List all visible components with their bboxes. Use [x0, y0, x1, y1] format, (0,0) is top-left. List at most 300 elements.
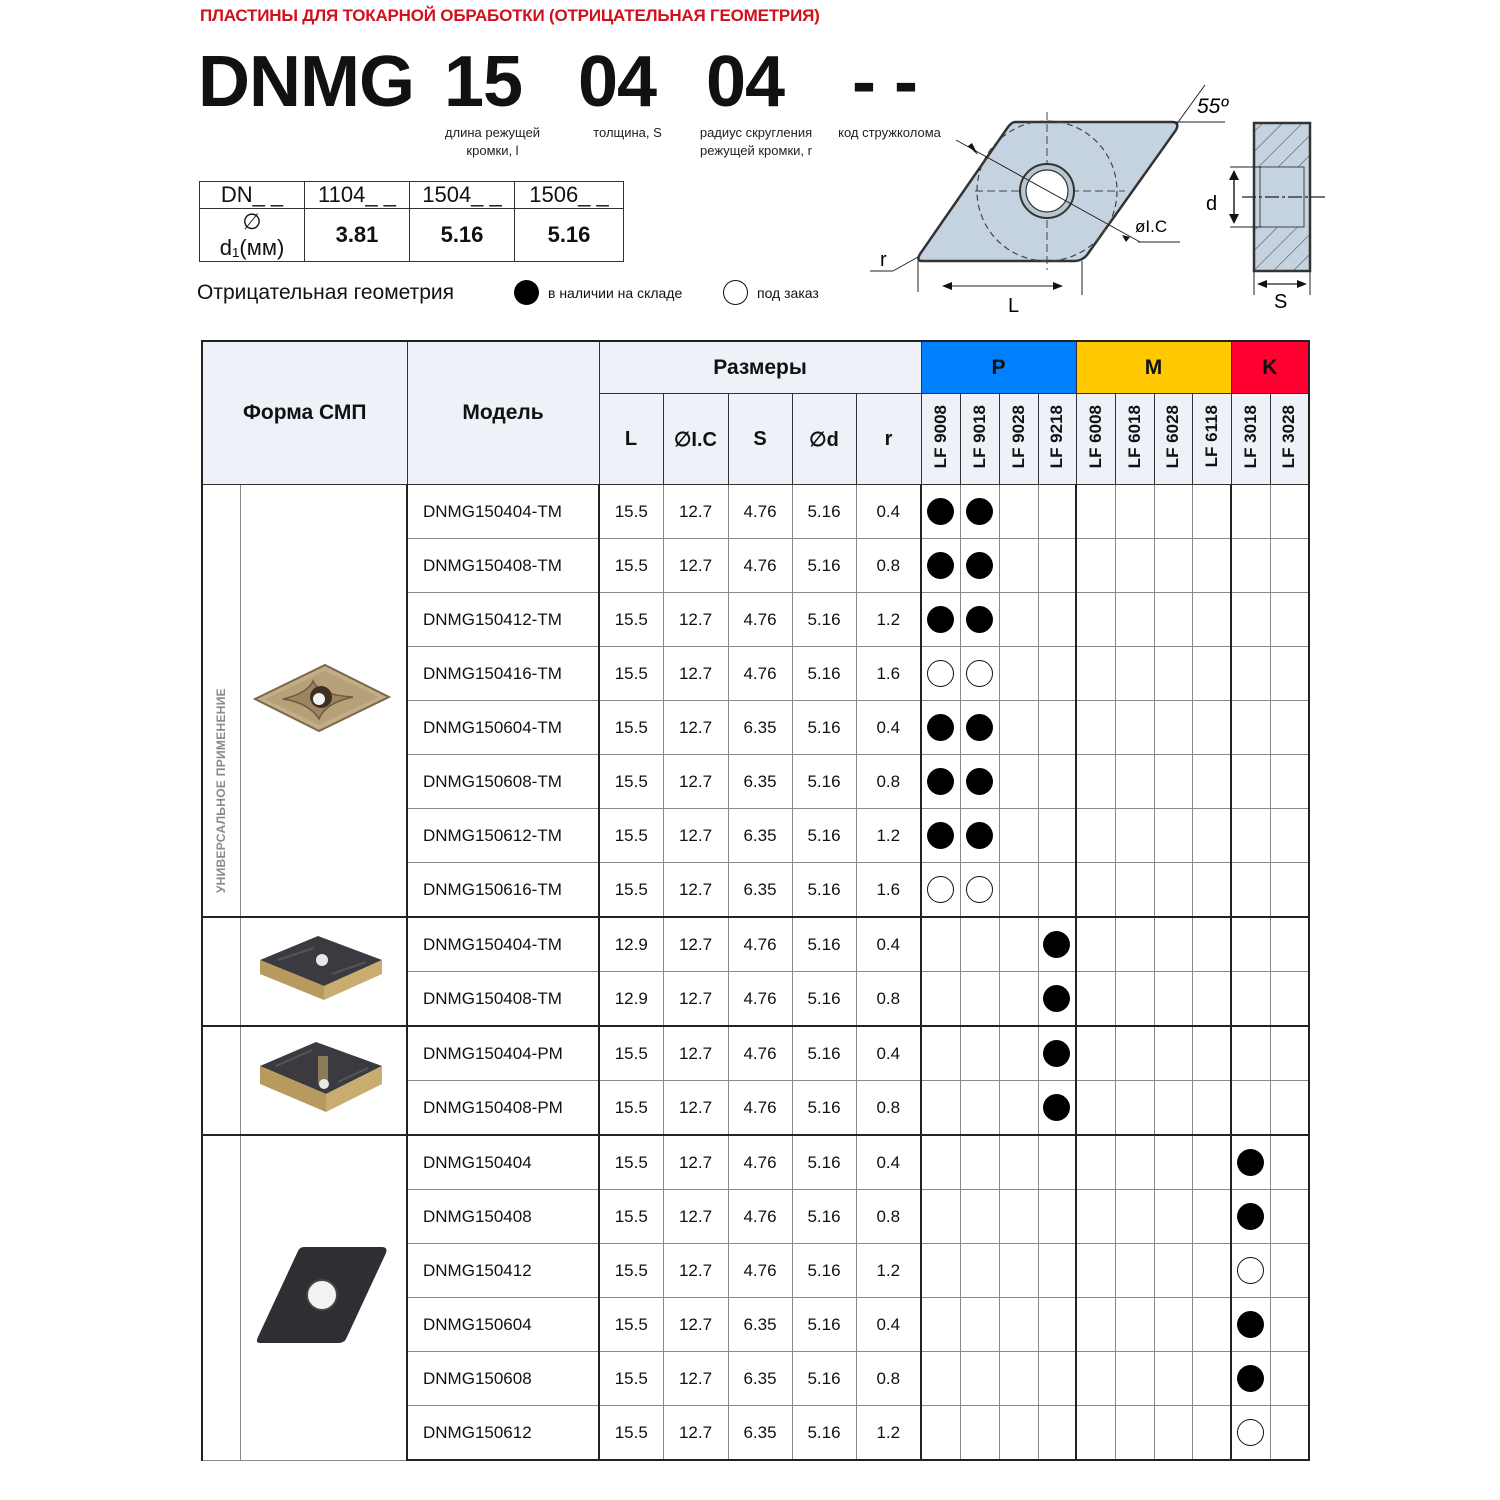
grade-header	[1192, 394, 1231, 485]
availability-cell	[999, 1135, 1038, 1190]
section-side-label-cell	[202, 485, 240, 918]
in-stock-dot-icon	[1237, 1365, 1264, 1392]
availability-cell	[1231, 917, 1270, 972]
availability-cell	[1192, 701, 1231, 755]
d1-header-cell: 1104_ _	[305, 182, 410, 209]
availability-cell	[1076, 485, 1115, 539]
availability-cell	[1231, 1190, 1270, 1244]
availability-cell	[1154, 1135, 1192, 1190]
availability-cell	[1154, 593, 1192, 647]
availability-cell	[999, 1244, 1038, 1298]
availability-cell	[1076, 593, 1115, 647]
availability-cell	[999, 1352, 1038, 1406]
availability-cell	[1038, 1406, 1076, 1461]
caption-line: кромки, l	[466, 143, 519, 158]
dim-l-cell: 15.5	[599, 1190, 663, 1244]
availability-cell	[1192, 1190, 1231, 1244]
availability-cell	[1270, 539, 1309, 593]
in-stock-dot-icon	[1043, 985, 1070, 1012]
code-length: 15	[444, 42, 523, 122]
in-stock-dot-icon	[966, 768, 993, 795]
availability-cell	[1270, 1026, 1309, 1081]
dim-s-cell: 6.35	[728, 1298, 792, 1352]
availability-cell	[1154, 917, 1192, 972]
availability-cell	[1270, 647, 1309, 701]
table-body	[202, 485, 1309, 1461]
availability-cell	[1038, 1135, 1076, 1190]
availability-cell	[1115, 539, 1154, 593]
dim-l-cell: 15.5	[599, 863, 663, 918]
dim-r-cell: 0.8	[856, 1352, 921, 1406]
availability-cell	[921, 1298, 960, 1352]
availability-cell	[1076, 917, 1115, 972]
in-stock-dot-icon	[927, 498, 954, 525]
availability-cell	[1270, 1244, 1309, 1298]
in-stock-dot-icon	[966, 498, 993, 525]
availability-cell	[1038, 1081, 1076, 1136]
availability-cell	[1270, 1406, 1309, 1461]
availability-cell	[1154, 972, 1192, 1027]
availability-cell	[1115, 1406, 1154, 1461]
availability-cell	[999, 863, 1038, 918]
insert-black-plain-image	[241, 1245, 407, 1350]
availability-cell	[1115, 593, 1154, 647]
availability-cell	[921, 539, 960, 593]
availability-cell	[1038, 1298, 1076, 1352]
dim-l-cell: 15.5	[599, 1081, 663, 1136]
in-stock-dot-icon	[966, 606, 993, 633]
availability-cell	[1192, 1081, 1231, 1136]
availability-cell	[1192, 1135, 1231, 1190]
dim-d-cell: 5.16	[792, 863, 856, 918]
grade-header	[1270, 394, 1309, 485]
availability-cell	[1192, 1298, 1231, 1352]
legend-title: Отрицательная геометрия	[197, 281, 455, 304]
angle-label: 55º	[1197, 95, 1229, 118]
dim-l-cell: 15.5	[599, 647, 663, 701]
availability-cell	[921, 863, 960, 918]
availability-cell	[1270, 1135, 1309, 1190]
dim-r-cell: 0.4	[856, 1298, 921, 1352]
availability-cell	[960, 1135, 999, 1190]
availability-cell	[1192, 809, 1231, 863]
section-side-label-cell	[202, 1026, 240, 1135]
grade-label: LF 6018	[1124, 404, 1144, 469]
dim-d-cell: 5.16	[792, 809, 856, 863]
availability-cell	[999, 1298, 1038, 1352]
availability-cell	[1154, 647, 1192, 701]
availability-cell	[1154, 1406, 1192, 1461]
dim-l-cell: 15.5	[599, 539, 663, 593]
availability-cell	[1192, 539, 1231, 593]
availability-cell	[960, 1026, 999, 1081]
dim-l-cell: 12.9	[599, 917, 663, 972]
in-stock-dot-icon	[1237, 1203, 1264, 1230]
availability-cell	[1038, 863, 1076, 918]
availability-cell	[1038, 539, 1076, 593]
model-cell: DNMG150608	[407, 1352, 599, 1406]
header-shape: Форма СМП	[202, 341, 407, 485]
group-header-m: M	[1076, 341, 1231, 394]
dim-l-cell: 15.5	[599, 1406, 663, 1461]
grade-header	[1115, 394, 1154, 485]
dim-r-cell: 0.8	[856, 755, 921, 809]
availability-cell	[1115, 1244, 1154, 1298]
in-stock-dot-icon	[1237, 1149, 1264, 1176]
dim-ic-cell: 12.7	[663, 485, 728, 539]
availability-cell	[1076, 1406, 1115, 1461]
model-cell: DNMG150404-TM	[407, 917, 599, 972]
model-cell: DNMG150604-TM	[407, 701, 599, 755]
section-side-label-cell	[202, 917, 240, 1026]
insert-image-cell	[240, 1026, 407, 1135]
grade-label: LF 3028	[1279, 404, 1299, 469]
availability-cell	[1154, 1352, 1192, 1406]
grade-label: LF 9008	[930, 404, 950, 469]
availability-cell	[921, 701, 960, 755]
d1-value: 5.16	[410, 209, 515, 262]
in-stock-dot-icon	[514, 280, 539, 305]
in-stock-dot-icon	[927, 768, 954, 795]
dim-r-cell: 0.4	[856, 485, 921, 539]
dim-ic-cell: 12.7	[663, 863, 728, 918]
dim-r-cell: 0.8	[856, 539, 921, 593]
availability-cell	[1231, 1352, 1270, 1406]
insert-dark-tm-image	[241, 934, 407, 1009]
availability-cell	[960, 593, 999, 647]
model-cell: DNMG150408	[407, 1190, 599, 1244]
availability-cell	[1192, 755, 1231, 809]
dim-s-cell: 6.35	[728, 1406, 792, 1461]
availability-cell	[1076, 1298, 1115, 1352]
dim-d-cell: 5.16	[792, 1352, 856, 1406]
availability-cell	[1038, 1190, 1076, 1244]
availability-cell	[1076, 755, 1115, 809]
dim-ic-cell: 12.7	[663, 1298, 728, 1352]
dim-l-cell: 12.9	[599, 972, 663, 1027]
dim-d-cell: 5.16	[792, 972, 856, 1027]
on-order-dot-icon	[927, 876, 954, 903]
availability-cell	[1115, 1352, 1154, 1406]
on-order-dot-icon	[966, 660, 993, 687]
dim-d-cell: 5.16	[792, 1081, 856, 1136]
grade-header	[921, 394, 960, 485]
model-cell: DNMG150612	[407, 1406, 599, 1461]
page-supertitle: ПЛАСТИНЫ ДЛЯ ТОКАРНОЙ ОБРАБОТКИ (ОТРИЦАТЕЛЬНАЯ ГЕОМЕТРИЯ)	[200, 6, 820, 25]
availability-cell	[1270, 1081, 1309, 1136]
availability-cell	[960, 755, 999, 809]
availability-cell	[921, 809, 960, 863]
availability-cell	[1115, 485, 1154, 539]
dim-l-cell: 15.5	[599, 1352, 663, 1406]
availability-cell	[921, 1352, 960, 1406]
availability-cell	[1115, 755, 1154, 809]
availability-cell	[1115, 1190, 1154, 1244]
availability-cell	[1231, 701, 1270, 755]
dim-ic-cell: 12.7	[663, 809, 728, 863]
insert-image-cell	[240, 485, 407, 918]
availability-cell	[1270, 701, 1309, 755]
availability-cell	[1038, 647, 1076, 701]
in-stock-dot-icon	[1043, 1094, 1070, 1121]
availability-cell	[1192, 917, 1231, 972]
availability-cell	[1076, 539, 1115, 593]
dim-l-cell: 15.5	[599, 485, 663, 539]
header-dim-s: S	[728, 394, 792, 485]
grade-header	[1076, 394, 1115, 485]
dim-d-cell: 5.16	[792, 701, 856, 755]
availability-cell	[960, 539, 999, 593]
dim-ic-cell: 12.7	[663, 755, 728, 809]
availability-cell	[1270, 863, 1309, 918]
availability-cell	[1231, 1244, 1270, 1298]
availability-cell	[1076, 1081, 1115, 1136]
availability-cell	[1231, 485, 1270, 539]
legend-on-order: под заказ	[757, 285, 819, 301]
dim-ic-cell: 12.7	[663, 1190, 728, 1244]
header-dim-r: r	[856, 394, 921, 485]
grade-header	[1231, 394, 1270, 485]
availability-cell	[999, 917, 1038, 972]
d1-header-cell: DN_ _	[200, 182, 305, 209]
availability-cell	[1076, 863, 1115, 918]
availability-cell	[1192, 863, 1231, 918]
grade-label: LF 9218	[1047, 404, 1067, 469]
availability-cell	[1154, 1244, 1192, 1298]
availability-cell	[1270, 593, 1309, 647]
code-chipbreaker: - -	[852, 42, 917, 122]
availability-cell	[960, 1244, 999, 1298]
availability-cell	[999, 1190, 1038, 1244]
dim-s-cell: 4.76	[728, 1026, 792, 1081]
availability-cell	[999, 1081, 1038, 1136]
code-thickness: 04	[578, 42, 657, 122]
availability-cell	[1231, 539, 1270, 593]
d1-header-cell: 1506_ _	[515, 182, 624, 209]
availability-cell	[1154, 1081, 1192, 1136]
availability-cell	[921, 1081, 960, 1136]
in-stock-dot-icon	[927, 714, 954, 741]
grade-label: LF 9018	[969, 404, 989, 469]
dim-s-cell: 4.76	[728, 593, 792, 647]
group-header-k: K	[1231, 341, 1309, 394]
availability-cell	[1038, 809, 1076, 863]
in-stock-dot-icon	[1043, 1040, 1070, 1067]
d1-header-cell: 1504_ _	[410, 182, 515, 209]
availability-cell	[1038, 1026, 1076, 1081]
availability-cell	[1038, 917, 1076, 972]
ic-label: øI.C	[1135, 217, 1168, 236]
dim-l-cell: 15.5	[599, 1244, 663, 1298]
dim-s-cell: 4.76	[728, 1190, 792, 1244]
availability-cell	[1270, 972, 1309, 1027]
dim-s-cell: 6.35	[728, 1352, 792, 1406]
header-dim-l: L	[599, 394, 663, 485]
dim-ic-cell: 12.7	[663, 701, 728, 755]
availability-cell	[1154, 755, 1192, 809]
availability-cell	[1038, 972, 1076, 1027]
availability-cell	[1115, 809, 1154, 863]
dim-s-cell: 6.35	[728, 755, 792, 809]
insert-top-view	[870, 85, 1225, 295]
dim-s-cell: 4.76	[728, 647, 792, 701]
grade-label: LF 6118	[1201, 405, 1221, 468]
on-order-dot-icon	[723, 280, 748, 305]
availability-cell	[1154, 809, 1192, 863]
availability-cell	[999, 755, 1038, 809]
availability-cell	[1231, 809, 1270, 863]
availability-cell	[1076, 972, 1115, 1027]
grade-label: LF 6028	[1163, 404, 1183, 469]
availability-cell	[960, 485, 999, 539]
grade-label: LF 9028	[1008, 404, 1028, 469]
dim-d-cell: 5.16	[792, 1026, 856, 1081]
availability-cell	[999, 1406, 1038, 1461]
availability-cell	[1231, 1026, 1270, 1081]
availability-cell	[999, 972, 1038, 1027]
dim-s-cell: 4.76	[728, 1081, 792, 1136]
availability-cell	[1192, 1406, 1231, 1461]
grade-header	[960, 394, 999, 485]
header-dimensions: Размеры	[599, 341, 921, 394]
dim-r-cell: 0.4	[856, 701, 921, 755]
dim-s-cell: 4.76	[728, 485, 792, 539]
availability-cell	[921, 1244, 960, 1298]
availability-cell	[1115, 647, 1154, 701]
dim-d-cell: 5.16	[792, 539, 856, 593]
grade-header	[1038, 394, 1076, 485]
availability-cell	[960, 863, 999, 918]
model-cell: DNMG150616-TM	[407, 863, 599, 918]
availability-cell	[999, 485, 1038, 539]
caption-line: код стружколома	[838, 125, 941, 140]
section-side-label: УНИВЕРСАЛЬНОЕ ПРИМЕНЕНИЕ	[214, 687, 229, 893]
availability-cell	[1192, 647, 1231, 701]
dim-l-cell: 15.5	[599, 755, 663, 809]
on-order-dot-icon	[966, 876, 993, 903]
availability-cell	[1192, 972, 1231, 1027]
availability-cell	[1038, 485, 1076, 539]
dim-s-cell: 4.76	[728, 539, 792, 593]
availability-cell	[1076, 1352, 1115, 1406]
in-stock-dot-icon	[966, 822, 993, 849]
group-header-p: P	[921, 341, 1076, 394]
on-order-dot-icon	[1237, 1257, 1264, 1284]
caption-line: длина режущей	[444, 125, 541, 140]
availability-cell	[960, 809, 999, 863]
dim-r-cell: 1.2	[856, 593, 921, 647]
dim-r-cell: 0.8	[856, 1190, 921, 1244]
table-row	[202, 1135, 1309, 1190]
availability-cell	[1270, 1190, 1309, 1244]
availability-cell	[999, 593, 1038, 647]
grade-label: LF 3018	[1240, 404, 1260, 469]
availability-cell	[999, 539, 1038, 593]
dim-s-cell: 4.76	[728, 917, 792, 972]
availability-cell	[960, 917, 999, 972]
availability-cell	[1192, 1026, 1231, 1081]
availability-cell	[960, 647, 999, 701]
availability-cell	[1154, 863, 1192, 918]
inserts-table	[201, 340, 1310, 1461]
dim-r-cell: 1.2	[856, 1406, 921, 1461]
dim-s-cell: 4.76	[728, 1135, 792, 1190]
availability-cell	[1154, 701, 1192, 755]
availability-cell	[921, 485, 960, 539]
dim-d-cell: 5.16	[792, 917, 856, 972]
L-label: L	[1008, 295, 1020, 317]
dim-d-cell: 5.16	[792, 485, 856, 539]
section-side-label-cell	[202, 1135, 240, 1460]
availability-cell	[960, 1298, 999, 1352]
availability-cell	[999, 701, 1038, 755]
availability-cell	[960, 701, 999, 755]
availability-cell	[921, 1406, 960, 1461]
availability-cell	[1115, 972, 1154, 1027]
dim-ic-cell: 12.7	[663, 972, 728, 1027]
dim-l-cell: 15.5	[599, 1298, 663, 1352]
insert-side-view	[1229, 123, 1325, 295]
availability-cell	[1231, 863, 1270, 918]
availability-cell	[1076, 701, 1115, 755]
model-cell: DNMG150404-PM	[407, 1026, 599, 1081]
insert-dark-pm-image	[241, 1038, 407, 1123]
model-cell: DNMG150408-PM	[407, 1081, 599, 1136]
availability-cell	[1115, 917, 1154, 972]
header-dim-d: ∅d	[792, 394, 856, 485]
legend-in-stock: в наличии на складе	[548, 285, 683, 301]
insert-dimension-diagram	[850, 80, 1330, 320]
table-row	[202, 917, 1309, 972]
availability-cell	[1270, 1298, 1309, 1352]
availability-cell	[999, 647, 1038, 701]
availability-cell	[960, 1352, 999, 1406]
dim-ic-cell: 12.7	[663, 1026, 728, 1081]
dim-r-cell: 1.2	[856, 809, 921, 863]
availability-cell	[921, 593, 960, 647]
availability-cell	[921, 755, 960, 809]
availability-cell	[1154, 1298, 1192, 1352]
availability-cell	[1115, 1135, 1154, 1190]
header-dim-ic: ∅I.C	[663, 394, 728, 485]
dim-ic-cell: 12.7	[663, 539, 728, 593]
dim-d-cell: 5.16	[792, 755, 856, 809]
availability-cell	[1192, 485, 1231, 539]
availability-cell	[1192, 1244, 1231, 1298]
availability-cell	[1231, 1406, 1270, 1461]
availability-cell	[1231, 647, 1270, 701]
dim-l-cell: 15.5	[599, 1135, 663, 1190]
availability-cell	[1270, 917, 1309, 972]
S-label: S	[1274, 291, 1288, 313]
dim-ic-cell: 12.7	[663, 1135, 728, 1190]
availability-cell	[1076, 1026, 1115, 1081]
hole-diameter-table	[199, 181, 624, 262]
table-row	[202, 1026, 1309, 1081]
availability-cell	[1038, 1352, 1076, 1406]
availability-cell	[1038, 1244, 1076, 1298]
model-cell: DNMG150412-TM	[407, 593, 599, 647]
d1-value: 3.81	[305, 209, 410, 262]
availability-cell	[1270, 1352, 1309, 1406]
in-stock-dot-icon	[966, 552, 993, 579]
dim-l-cell: 15.5	[599, 1026, 663, 1081]
availability-cell	[1231, 593, 1270, 647]
model-cell: DNMG150404-TM	[407, 485, 599, 539]
availability-cell	[1270, 485, 1309, 539]
availability-cell	[1154, 539, 1192, 593]
availability-cell	[1231, 1135, 1270, 1190]
